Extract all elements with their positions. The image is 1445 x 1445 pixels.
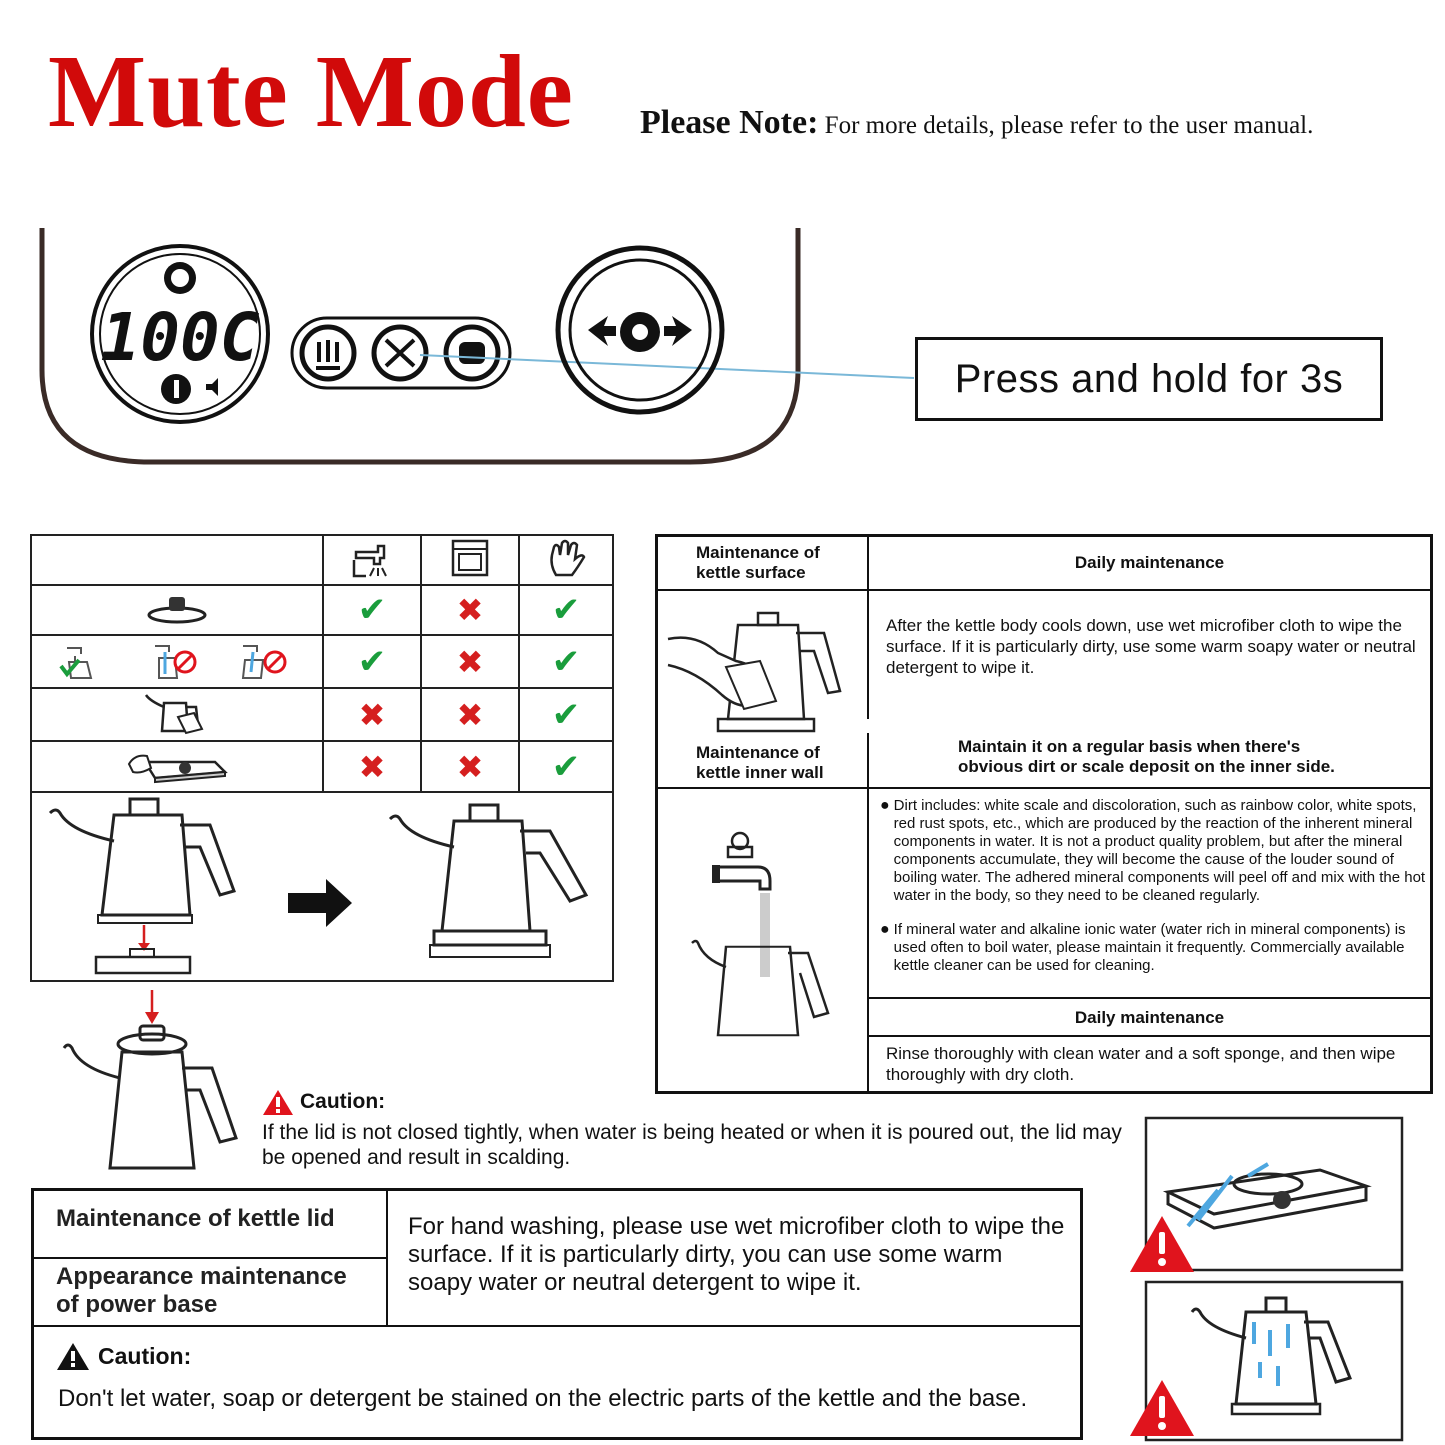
maintenance-table xyxy=(655,534,1433,1094)
kettle-on-base-icon xyxy=(390,805,586,957)
page-title: Mute Mode xyxy=(48,34,574,149)
kettle-placement-illustration xyxy=(30,791,614,982)
lid-caution xyxy=(262,1088,1132,1170)
warning-icon xyxy=(1130,1380,1194,1436)
warning-icon xyxy=(262,1088,294,1116)
table-row xyxy=(31,635,613,688)
dirt-info: ● Dirt includes: white scale and discoloration, such as rainbow color, white spots, red rust spots, etc., which are produced by the reaction of the inherent mineral components in water. It is not a product quality problem, but after the mineral components accumulate, they will become the cause of the louder sound of boiling water. The adhered mineral components will peel off and mix with the hot water in the body, so they need to be cleaned regularly. ● If mineral water and alkaline ionic water (water rich in mineral components) is used often to boil water, please maintain it frequently. Commercially available kettle cleaner can be used for cleaning. xyxy=(880,797,1430,975)
wet-base-icon xyxy=(1168,1164,1366,1228)
tick-mark: ✔ xyxy=(551,747,581,786)
table-corner xyxy=(31,535,323,585)
press-hold-callout: Press and hold for 3s xyxy=(915,337,1383,421)
kettle-lid-illustration xyxy=(60,988,250,1184)
kettle-rinse-icons xyxy=(31,635,323,688)
table-row xyxy=(31,688,613,741)
keep-warm-button-icon[interactable] xyxy=(302,327,354,379)
dirt-text: Dirt includes: white scale and discoloration, such as rainbow color, white spots, red rust spots, etc., which are produced by the reaction of the inherent mineral components in water. It is not a product quality problem, but after the mineral components accumulate, they will become the cause of the louder sound of boiling water. The adhered mineral components will peel off and mix with the hot water in the body, so they need to be cleaned regularly. xyxy=(893,797,1426,904)
kettle-icon xyxy=(50,799,234,923)
cleaning-method-table xyxy=(30,534,614,793)
settings-button-icon[interactable] xyxy=(374,327,426,379)
surface-label: Maintenance of kettle surface xyxy=(696,543,820,582)
cross-mark: ✖ xyxy=(358,748,386,785)
lid-label: Maintenance of kettle lid xyxy=(56,1205,335,1232)
surface-text: After the kettle body cools down, use wet microfiber cloth to wipe the surface. If it is particularly dirty, use some warm soapy water or neutral detergent to wipe it. xyxy=(886,616,1416,677)
warning-icon xyxy=(56,1341,90,1371)
tick-mark: ✔ xyxy=(357,642,387,681)
mute-button-icon[interactable] xyxy=(446,327,498,379)
lid-caution-text: If the lid is not closed tightly, when water is being heated or when it is poured out, the lid may be opened and result in scalding. xyxy=(262,1121,1122,1169)
cross-mark: ✖ xyxy=(456,696,484,733)
inner-label: Maintenance of kettle inner wall xyxy=(696,743,824,782)
note-text: For more details, please refer to the user manual. xyxy=(824,112,1314,139)
rinse-text: Rinse thoroughly with clean water and a soft sponge, and then wipe thoroughly with dry cloth. xyxy=(886,1044,1396,1084)
cross-mark: ✖ xyxy=(456,748,484,785)
daily-header: Daily maintenance xyxy=(1074,553,1225,572)
table-row xyxy=(31,585,613,635)
cross-mark: ✖ xyxy=(358,696,386,733)
cross-mark: ✖ xyxy=(456,643,484,680)
inner-header: Maintain it on a regular basis when there's obvious dirt or scale deposit on the inner side. xyxy=(958,737,1335,776)
wiping-kettle-illustration xyxy=(666,605,856,737)
cross-mark: ✖ xyxy=(456,592,484,628)
display-readout: 100C xyxy=(100,299,260,376)
tick-mark: ✔ xyxy=(357,591,387,629)
warning-illustrations xyxy=(1128,1116,1408,1442)
lid-maintenance-table xyxy=(31,1188,1083,1440)
dishwasher-icon xyxy=(421,535,519,585)
tick-mark: ✔ xyxy=(551,591,581,629)
control-panel-illustration xyxy=(0,200,920,490)
start-dial-icon[interactable] xyxy=(558,248,722,412)
kettle-body-wipe-icon xyxy=(31,688,323,741)
lid-text: For hand washing, please use wet microfiber cloth to wipe the surface. If it is particularly dirty, you can use some warm soapy water or neutral detergent to wipe it. xyxy=(408,1213,1065,1296)
lid-caution-title: Caution: xyxy=(300,1090,386,1113)
note xyxy=(640,104,1313,142)
wipe-hand-icon xyxy=(519,535,613,585)
tick-mark: ✔ xyxy=(551,642,581,681)
note-label: Please Note: xyxy=(640,104,819,141)
table-row xyxy=(31,741,613,792)
faucet-icon xyxy=(323,535,421,585)
arrow-right-icon xyxy=(288,879,352,927)
power-base-wipe-icon xyxy=(31,741,323,792)
kettle-lid-icon xyxy=(31,585,323,635)
daily-header-2: Daily maintenance xyxy=(1074,1008,1225,1027)
base-label: Appearance maintenance of power base xyxy=(56,1263,347,1318)
bottom-caution-text: Don't let water, soap or detergent be stained on the electric parts of the kettle and the base. xyxy=(58,1385,1028,1412)
warning-icon xyxy=(1130,1216,1194,1272)
bottom-caution-title: Caution: xyxy=(98,1342,192,1369)
tick-mark: ✔ xyxy=(551,695,581,734)
mineral-text: If mineral water and alkaline ionic water (water rich in mineral components) is used often to boil water, please maintain it frequently. Commercially available kettle cleaner can be used for cleaning. xyxy=(893,921,1406,974)
wet-kettle-icon xyxy=(1192,1298,1350,1414)
faucet-filling-kettle-illustration xyxy=(688,827,848,1047)
